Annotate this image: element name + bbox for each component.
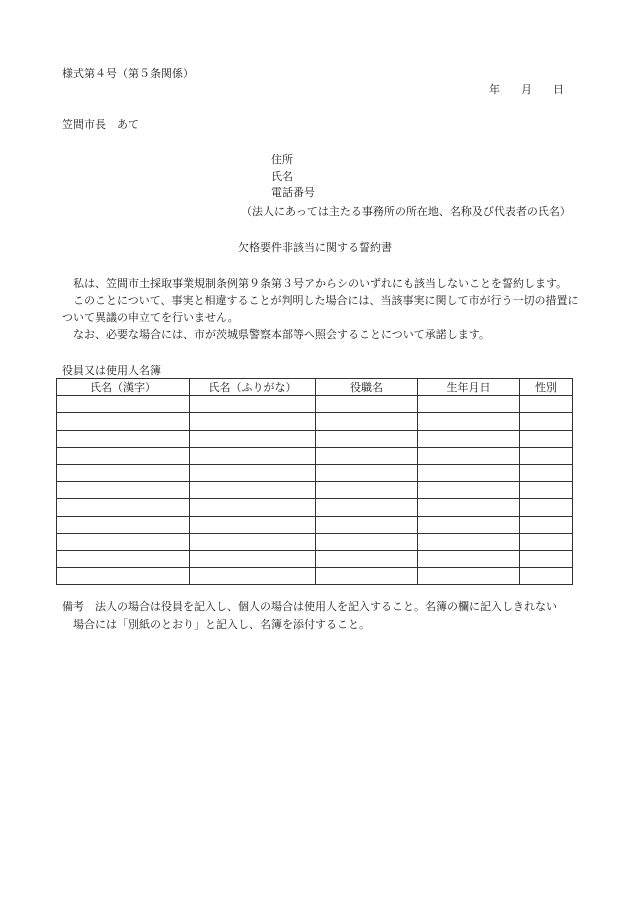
- table-cell[interactable]: [316, 447, 418, 464]
- table-cell[interactable]: [418, 568, 520, 585]
- table-cell[interactable]: [57, 464, 190, 481]
- table-cell[interactable]: [418, 533, 520, 550]
- applicant-block: [271, 152, 315, 202]
- remark: [62, 598, 582, 634]
- table-cell[interactable]: [316, 430, 418, 447]
- roster-table: [56, 378, 573, 585]
- table-cell[interactable]: [190, 550, 316, 567]
- table-cell[interactable]: [418, 516, 520, 533]
- table-cell[interactable]: [316, 550, 418, 567]
- table-cell[interactable]: [190, 413, 316, 430]
- table-cell[interactable]: [57, 396, 190, 413]
- table-cell[interactable]: [418, 396, 520, 413]
- table-row: [57, 516, 573, 533]
- pledge-paragraph: 私は、笠間市土採取事業規制条例第９条第３号アからシのいずれにも該当しないことを誓約します。: [73, 277, 568, 290]
- table-cell[interactable]: [190, 396, 316, 413]
- table-row: [57, 550, 573, 567]
- table-cell[interactable]: [190, 430, 316, 447]
- column-header-name-kanji: 氏名（漢字）: [57, 379, 190, 396]
- table-cell[interactable]: [57, 533, 190, 550]
- table-cell[interactable]: [316, 413, 418, 430]
- roster-header-row: [57, 379, 573, 396]
- table-cell[interactable]: [190, 499, 316, 516]
- form-number: 様式第４号（第５条関係）: [62, 67, 194, 80]
- table-cell[interactable]: [316, 533, 418, 550]
- roster-body: [57, 396, 573, 585]
- table-cell[interactable]: [190, 568, 316, 585]
- addressee: 笠間市長 あて: [62, 118, 139, 131]
- remark-line-2: 場合には「別紙のとおり」と記入し、名簿を添付すること。: [73, 618, 370, 631]
- table-row: [57, 499, 573, 516]
- table-cell[interactable]: [316, 464, 418, 481]
- table-cell[interactable]: [57, 516, 190, 533]
- table-cell[interactable]: [57, 550, 190, 567]
- date-month-label: 月: [521, 83, 532, 96]
- name-label: 氏名: [271, 169, 293, 183]
- table-cell[interactable]: [418, 499, 520, 516]
- table-row: [57, 413, 573, 430]
- pledge-paragraph: なお、必要な場合には、市が茨城県警察本部等へ照会することについて承諾します。: [73, 328, 490, 341]
- phone-label: 電話番号: [271, 186, 315, 199]
- date-line: [489, 83, 564, 97]
- table-row: [57, 568, 573, 585]
- table-cell[interactable]: [520, 533, 573, 550]
- table-cell[interactable]: [520, 516, 573, 533]
- date-year-label: 年: [489, 83, 500, 96]
- table-cell[interactable]: [190, 533, 316, 550]
- roster-caption: 役員又は使用人名簿: [62, 364, 161, 377]
- column-header-gender: 性別: [520, 379, 573, 396]
- table-cell[interactable]: [316, 396, 418, 413]
- table-cell[interactable]: [520, 396, 573, 413]
- applicant-note: （法人にあっては主たる事務所の所在地、名称及び代表者の氏名）: [241, 205, 571, 218]
- table-cell[interactable]: [520, 464, 573, 481]
- table-cell[interactable]: [418, 413, 520, 430]
- table-cell[interactable]: [418, 482, 520, 499]
- table-row: [57, 430, 573, 447]
- table-cell[interactable]: [418, 550, 520, 567]
- table-cell[interactable]: [57, 499, 190, 516]
- table-cell[interactable]: [316, 482, 418, 499]
- column-header-birthdate: 生年月日: [418, 379, 520, 396]
- table-row: [57, 396, 573, 413]
- table-row: [57, 533, 573, 550]
- table-cell[interactable]: [190, 464, 316, 481]
- table-cell[interactable]: [520, 568, 573, 585]
- table-cell[interactable]: [190, 482, 316, 499]
- table-cell[interactable]: [316, 568, 418, 585]
- table-cell[interactable]: [520, 430, 573, 447]
- table-cell[interactable]: [418, 447, 520, 464]
- table-cell[interactable]: [57, 413, 190, 430]
- table-cell[interactable]: [316, 516, 418, 533]
- table-cell[interactable]: [190, 516, 316, 533]
- table-row: [57, 464, 573, 481]
- table-cell[interactable]: [418, 430, 520, 447]
- table-cell[interactable]: [190, 447, 316, 464]
- table-cell[interactable]: [520, 413, 573, 430]
- table-cell[interactable]: [418, 464, 520, 481]
- table-cell[interactable]: [520, 550, 573, 567]
- table-cell[interactable]: [57, 447, 190, 464]
- table-cell[interactable]: [316, 499, 418, 516]
- table-cell[interactable]: [520, 447, 573, 464]
- document-title: 欠格要件非該当に関する誓約書: [238, 241, 392, 254]
- address-label: 住所: [271, 153, 293, 166]
- column-header-position: 役職名: [316, 379, 418, 396]
- table-cell[interactable]: [57, 482, 190, 499]
- table-row: [57, 447, 573, 464]
- table-cell[interactable]: [57, 568, 190, 585]
- table-row: [57, 482, 573, 499]
- column-header-name-furigana: 氏名（ふりがな）: [190, 379, 316, 396]
- table-cell[interactable]: [520, 482, 573, 499]
- remark-line-1: 備考 法人の場合は役員を記入し、個人の場合は使用人を記入すること。名簿の欄に記入しきれない: [62, 600, 557, 613]
- date-day-label: 日: [553, 83, 564, 96]
- table-cell[interactable]: [57, 430, 190, 447]
- pledge-paragraph: このことについて、事実と相違することが判明した場合には、当該事実に関して市が行う一切の措置について異議の申立てを行いません。: [62, 294, 579, 324]
- table-cell[interactable]: [520, 499, 573, 516]
- pledge-body: [62, 275, 582, 343]
